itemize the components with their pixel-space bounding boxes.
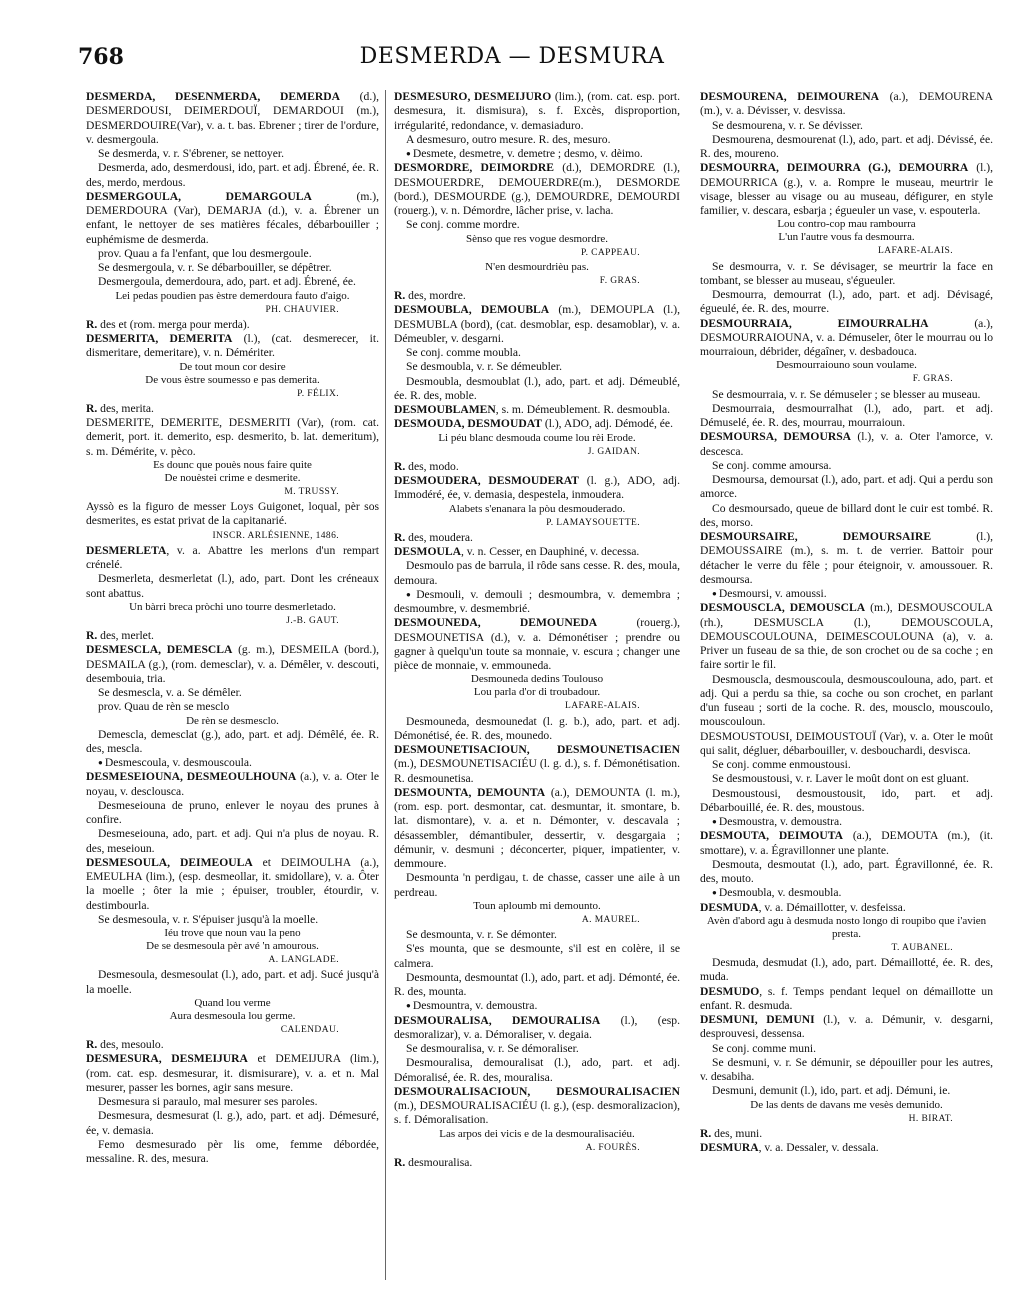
headword: R. xyxy=(86,629,98,642)
dictionary-entry: DESMOUTA, DEIMOUTA (a.), DEMOUTA (m.), (it. smottare), v. a. Égravillonner une plante. xyxy=(700,829,993,857)
entry-subsense: Desmouta, desmoutat (l.), ado, part. Égravillonné, ée. R. des, mouto. xyxy=(700,857,993,885)
entry-subsense: prov. Quau de rèn se mesclo xyxy=(98,700,230,714)
dictionary-entry: DESMERITE, DEMERITE, DESMERITI (Var), (rom. cat. demerit, port. it. demerito, esp. desmerito, b. lat. demeritum), s. m. Démérite, v. pèco. xyxy=(86,416,379,458)
dictionary-entry: DESMURA, v. a. Dessaler, v. dessala. xyxy=(700,1141,879,1154)
cross-reference: ● Desmouli, v. demouli ; desmoumbra, v. demembra ; desmoumbre, v. desmembrié. xyxy=(394,588,680,617)
dictionary-entry: R. des, merlet. xyxy=(86,629,154,642)
dictionary-entry: DESMOURALISACIOUN, DESMOURALISACIEN (m.), DESMOURALISACIÉU (l. g.), (esp. desmoralizacion), s. f. Démoralisation. xyxy=(394,1084,680,1127)
dictionary-entry: Ayssò es la figuro de messer Loys Guigonet, loqual, pèr sos desmerites, es estat privat de la capitanarié. xyxy=(86,500,379,528)
entry-subsense: Desmourra, demourrat (l.), ado, part. et adj. Dévisagé, égueulé, ée. R. des, mourre. xyxy=(700,288,993,316)
entry-subsense: Desmouneda, desmounedat (l. g. b.), ado, part. et adj. Démonétisé, ée. R. des, mounedo. xyxy=(394,714,680,742)
quotation-line: Avèn d'abord agu à desmuda nosto longo di roupibo que i'avien presta. xyxy=(706,914,987,940)
quotation-source: PH. CHAUVIER. xyxy=(265,304,339,315)
entry-subsense: Desmouralisa, demouralisat (l.), ado, part. et adj. Démoralisé, ée. R. des, mouralisa. xyxy=(394,1056,680,1084)
entry-subsense: Se desmoustousi, v. r. Laver le moût dont on est gluant. xyxy=(712,772,969,786)
quotation-source: CALENDAU. xyxy=(280,1024,339,1035)
headword: DESMOUDA, DESMOUDAT xyxy=(394,417,542,431)
dictionary-entry: R. desmouralisa. xyxy=(394,1155,473,1169)
dictionary-entry: DESMOURENA, DEIMOURENA (a.), DEMOURENA (m.), v. a. Dévisser, v. desvissa. xyxy=(700,90,993,118)
dictionary-entry: DESMOUSTOUSI, DEIMOUSTOUÏ (Var), v. a. Oter le moût qui salit, dégluer, débarbouiller, v. desbouchardi, desvisca. xyxy=(700,729,993,757)
quotation-line: Sènso que res vogue desmordre. xyxy=(465,232,609,245)
dictionary-entry: DESMOUDA, DESMOUDAT (l.), ADO, adj. Démodé, ée. xyxy=(394,417,673,431)
dictionary-entry: R. des et (rom. merga pour merda). xyxy=(86,317,250,331)
entry-subsense: Se conj. comme enmoustousi. xyxy=(712,758,851,771)
headword: DESMORDRE, DEIMORDRE xyxy=(394,161,554,175)
headword: R. xyxy=(86,401,98,415)
entry-subsense: Se desmoubla, v. r. Se démeubler. xyxy=(406,360,563,374)
dictionary-entry: DESMOUNETISACIOUN, DESMOUNETISACIEN (m.), DESMOUNETISACIÉU (l. g. d.), s. f. Démonétisation. R. desmounetisa. xyxy=(394,743,680,785)
headword: DESMURA xyxy=(700,1141,759,1154)
cross-reference: ● Desmoubla, v. desmoubla. xyxy=(700,886,993,900)
entry-subsense: Co desmoursado, queue de billard dont le cuir est tombé. R. des, morso. xyxy=(700,501,993,529)
quotation-line: De se desmesoula pèr avé 'n amourous. xyxy=(146,940,319,952)
quotation-line: Un bàrri breca pròchi uno tourre desmerletado. xyxy=(129,600,336,613)
entry-subsense: Desmerleta, desmerletat (l.), ado, part. Dont les créneaux sont abattus. xyxy=(86,572,379,600)
entry-subsense: S'es mounta, que se desmounte, s'il est en colère, il se calmera. xyxy=(394,942,680,970)
dictionary-entry: DESMESOULA, DEIMEOULA et DEIMOULHA (a.), EMEULHA (lim.), (esp. desmeollar, it. smidollare), v. a. Ôter la moelle ; ôter la mie ; épuiser, troubler, étourdir, v. destimbourla. xyxy=(86,855,379,912)
cross-reference: ● Desmoursi, v. amoussi. xyxy=(700,587,993,601)
headword: DESMOULA xyxy=(394,545,461,558)
entry-subsense: Desmeseiouna de pruno, enlever le noyau des prunes à confire. xyxy=(86,798,379,826)
headword: DESMOUSCLA, DEMOUSCLA xyxy=(700,601,866,615)
quotation-source: INSCR. ARLÉSIENNE, 1486. xyxy=(212,530,339,541)
quotation-source: P. CAPPEAU. xyxy=(580,247,640,258)
headword: R. xyxy=(394,459,406,473)
quotation-source: M. TRUSSY. xyxy=(284,486,339,497)
dictionary-entry: DESMESCLA, DEMESCLA (g. m.), DESMEILA (bord.), DESMAILA (g.), (rom. demesclar), v. a. Démêler, v. descouti, desembouia, tria. xyxy=(86,643,379,685)
headword: DESMOURRAIA, EIMOURRALHA xyxy=(700,316,929,330)
entry-subsense: Desmuda, desmudat (l.), ado, part. Démaillotté, ée. R. des, muda. xyxy=(700,956,993,984)
headword: DESMOURSA, DEMOURSA xyxy=(700,430,852,444)
entry-subsense: Se desmourraia, v. r. Se démuseler ; se blesser au museau. xyxy=(712,387,981,401)
column-right xyxy=(700,90,993,1280)
quotation-line: Lou contro-cop mau rambourra xyxy=(777,218,916,231)
headword: DESMUDA xyxy=(700,900,759,914)
dictionary-entry: DESMOUNTA, DEMOUNTA (a.), DEMOUNTA (l. m.), (rom. esp. port. desmontar, cat. desmuntar, it. smontare, b. lat. dismontare), v. a. et n. Démonter, v. descavala ; désassembler, démantibuler, dessertir, v. desgargaia ; démunir, v. desmuni ; déconcerter, piquer, impatienter, v. demmoure. xyxy=(394,785,680,870)
dictionary-entry: DESMESEIOUNA, DESMEOULHOUNA (a.), v. a. Oter le noyau, v. desclousca. xyxy=(86,770,379,798)
headword: DESMOURALISA, DEMOURALISA xyxy=(394,1013,601,1027)
entry-subsense: Se conj. comme muni. xyxy=(712,1041,817,1055)
headword: DESMUNI, DEMUNI xyxy=(700,1013,815,1026)
quotation-line: Iéu trove que noun vau la peno xyxy=(164,927,301,939)
headword: DESMOUDERA, DESMOUDERAT xyxy=(394,474,580,487)
page-number: 768 xyxy=(78,44,124,70)
dictionary-entry: DESMUDO, s. f. Temps pendant lequel on démaillotte un enfant. R. desmuda. xyxy=(700,984,993,1012)
dictionary-entry: R. des, modo. xyxy=(394,459,459,473)
entry-subsense: Se desmouralisa, v. r. Se démoraliser. xyxy=(406,1042,579,1055)
quotation-line: De tout moun cor desire xyxy=(179,360,286,373)
dictionary-entry: DESMOUDERA, DESMOUDERAT (l. g.), ADO, adj. Immodéré, ée, v. demasia, despestela, inmoudera. xyxy=(394,474,680,502)
entry-subsense: Desmoustousi, desmoustousit, ido, part. et adj. Débarbouillé, ée. R. des, moustous. xyxy=(700,786,993,814)
entry-subsense: Desmounta 'n perdigau, t. de chasse, casser une aile à un perdreau. xyxy=(394,871,680,899)
entry-subsense: Se desmounta, v. r. Se démonter. xyxy=(406,928,557,941)
dictionary-entry: DESMERITA, DEMERITA (l.), (cat. desmerecer, it. dismeritare, demeritare), v. n. Démériter. xyxy=(86,332,379,360)
dictionary-entry: DESMESURA, DESMEIJURA et DEMEIJURA (lim.), (rom. cat. esp. desmesurar, it. dismisurare), v. a. et n. Mal mesurer, passer les bornes, agir sans mesure. xyxy=(86,1052,379,1094)
quotation-line: Desmouneda dedins Toulouso xyxy=(470,673,604,686)
headword: DESMOURENA, DEIMOURENA xyxy=(700,90,880,103)
dictionary-entry: DESMOUBLA, DEMOUBLA (m.), DEMOUPLA (l.), DESMUBLA (bord), (cat. desmoblar, esp. desamoblar), v. a. Démeubler, v. desgarni. xyxy=(394,303,680,345)
headword: R. xyxy=(394,530,406,544)
column-left xyxy=(86,90,379,1280)
entry-subsense: A desmesuro, outro mesure. R. des, mesuro. xyxy=(406,132,611,146)
quotation-line: Toun aploumb mi demounto. xyxy=(473,899,601,912)
entry-subsense: Se conj. comme moubla. xyxy=(406,346,521,359)
quotation-line: Lei pedas poudien pas èstre demerdoura fauto d'aigo. xyxy=(115,289,350,302)
headword: DESMOUBLAMEN xyxy=(394,403,496,416)
headword: DESMOUNTA, DEMOUNTA xyxy=(394,785,546,799)
entry-subsense: Se desmuni, v. r. Se démunir, se dépouiller pour les autres, v. desabiha. xyxy=(700,1055,993,1083)
running-head: DESMERDA — DESMURA xyxy=(359,44,665,69)
entry-subsense: Desmourena, desmourenat (l.), ado, part. et adj. Dévissé, ée. R. des, moureno. xyxy=(700,132,993,160)
headword: DESMOUNETISACIOUN, DESMOUNETISACIEN xyxy=(394,743,680,756)
entry-subsense: Se conj. comme mordre. xyxy=(406,218,520,232)
cross-reference: ● Desmoustra, v. demoustra. xyxy=(700,815,993,829)
entry-subsense: Desmoursa, demoursat (l.), ado, part. et adj. Qui a perdu son amorce. xyxy=(700,473,993,501)
dictionary-entry: DESMOUBLAMEN, s. m. Démeublement. R. desmoubla. xyxy=(394,403,670,416)
cross-reference: ● Desmete, desmetre, v. demetre ; desmo, v. dèimo. xyxy=(394,147,680,161)
headword: DESMESURA, DESMEIJURA xyxy=(86,1052,248,1066)
dictionary-entry: DESMESURO, DESMEIJURO (lim.), (rom. cat. esp. port. desmesura, it. dismisura), s. f. Excès, disproportion, irrégularité, redondance, v. demasiaduro. xyxy=(394,90,680,132)
quotation-line: De nouèstei crime e desmerite. xyxy=(164,471,301,484)
headword: DESMUDO xyxy=(700,984,760,998)
entry-subsense: Se desmerda, v. r. S'ébrener, se nettoyer. xyxy=(98,147,284,160)
entry-subsense: Desmesura, desmesurat (l. g.), ado, part. et adj. Démesuré, ée, v. demasia. xyxy=(86,1109,379,1137)
headword: DESMESURO, DESMEIJURO xyxy=(394,90,552,103)
dictionary-entry: DESMOURRA, DEIMOURRA (G.), DEMOURRA (l.), DEMOURRICA (g.), v. a. Rompre le museau, meurtrir le visage, blesser au visage ou au museau, défigurer, en style familier, v. descara, esbarja ; égueuler un vase, v. espouterla. xyxy=(700,161,993,217)
entry-subsense: Se desmourena, v. r. Se dévisser. xyxy=(712,118,863,132)
quotation-source: P. LAMAYSOUETTE. xyxy=(546,517,640,528)
quotation-source: J. GAIDAN. xyxy=(587,446,640,457)
entry-subsense: Se conj. comme amoursa. xyxy=(712,458,832,472)
entry-subsense: Se desmergoula, v. r. Se débarbouiller, se dépêtrer. xyxy=(98,261,332,274)
headword: R. xyxy=(700,1126,712,1140)
quotation-line: De rèn se desmesclo. xyxy=(186,714,279,727)
headword: DESMOURALISACIOUN, DESMOURALISACIEN xyxy=(394,1084,680,1098)
entry-subsense: prov. Quau a fa l'enfant, que lou desmergoule. xyxy=(98,246,312,260)
quotation-source: A. FOURÈS. xyxy=(585,1142,640,1153)
headword: R. xyxy=(86,1038,98,1051)
dictionary-entry: DESMERDA, DESENMERDA, DEMERDA (d.), DESMERDOUSI, DEIMERDOUÏ, DEMARDOUI (m.), DESMERDOUIRE(Var), v. a. t. bas. Ebrener ; tirer de l'ordure, v. desmergoula. xyxy=(86,90,379,146)
entry-subsense: Desmoubla, desmoublat (l.), ado, part. et adj. Démeublé, ée. R. des, moble. xyxy=(394,374,680,402)
headword: DESMESOULA, DEIMEOULA xyxy=(86,855,253,869)
headword: DESMOURSAIRE, DEMOURSAIRE xyxy=(700,530,932,543)
quotation-line: Aura desmesoula lou germe. xyxy=(169,1009,296,1022)
headword: DESMESEIOUNA, DESMEOULHOUNA xyxy=(86,770,297,784)
dictionary-entry: DESMOUSCLA, DEMOUSCLA (m.), DESMOUSCOULA (rh.), DESMUSCLA (l.), DEMOUSCOULA, DEMOUSCOULOUNA, DEIMESCOULOUNA (a), v. a. Priver un fuseau de sa thie, de son crochet ou de sa coche ; en faire sortir le fil. xyxy=(700,601,993,672)
quotation-line: L'un l'autre vous fa desmourra. xyxy=(778,231,915,244)
dictionary-entry: DESMORDRE, DEIMORDRE (d.), DEMORDRE (l.), DESMOUERDRE, DEMOUERDRE(m.), DESMORDE (bord.), DESMOURDE (g.), DEMOURDRE, DEMOURDI (rouerg.), v. n. Démordre, lâcher prise, v. lacha. xyxy=(394,161,680,217)
entry-subsense: Desmeseiouna, ado, part. et adj. Qui n'a plus de noyau. R. des, meseioun. xyxy=(86,827,379,855)
entry-subsense: Desmesura si paraulo, mal mesurer ses paroles. xyxy=(98,1095,318,1108)
quotation-source: A. LANGLADE. xyxy=(268,955,339,965)
entry-subsense: Desmerda, ado, desmerdousi, ido, part. et adj. Ébrené, ée. R. des, merdo, merdous. xyxy=(86,161,379,189)
quotation-line: Las arpos dei vicis e de la desmouralisaciéu. xyxy=(439,1127,635,1140)
headword: DESMOUNEDA, DEMOUNEDA xyxy=(394,616,598,630)
entry-subsense: Desmesoula, desmesoulat (l.), ado, part. et adj. Sucé jusqu'à la moelle. xyxy=(86,968,379,996)
entry-subsense: Se desmescla, v. a. Se démêler. xyxy=(98,686,242,699)
dictionary-entry: DESMERGOULA, DEMARGOULA (m.), DEMERDOURA (Var), DEMARJA (d.), v. a. Ébrener un enfant, le nettoyer de ses matières fécales, débarbouiller ; euphémisme de desmerda. xyxy=(86,189,379,246)
entry-subsense: Desmounta, desmountat (l.), ado, part. et adj. Démonté, ée. R. des, mounta. xyxy=(394,970,680,998)
headword: DESMERDA, DESENMERDA, DEMERDA xyxy=(86,90,340,103)
quotation-line: Desmourraiouno soun voulame. xyxy=(776,359,917,372)
dictionary-entry: DESMOURALISA, DEMOURALISA (l.), (esp. desmoralizar), v. a. Démoraliser, v. degaia. xyxy=(394,1013,680,1041)
headword: DESMERGOULA, DEMARGOULA xyxy=(86,189,312,203)
dictionary-entry: DESMOURSAIRE, DEMOURSAIRE (l.), DEMOUSSAIRE (m.), s. m. t. de verrier. Battoir pour détacher le verre du fêle ; pour éteignoir, v. amoussouer. R. desmoursa. xyxy=(700,530,993,586)
headword: R. xyxy=(394,1155,406,1169)
dictionary-entry: R. des, mesoulo. xyxy=(86,1038,164,1051)
quotation-source: A. MAUREL. xyxy=(581,914,640,925)
headword: DESMOUTA, DEIMOUTA xyxy=(700,829,844,843)
entry-subsense: Desmuni, demunit (l.), ido, part. et adj. Démuni, ie. xyxy=(712,1084,951,1098)
headword: R. xyxy=(394,289,406,302)
quotation-source: F. GRAS. xyxy=(599,275,640,286)
dictionary-entry: DESMUNI, DEMUNI (l.), v. a. Démunir, v. desgarni, desprouvesi, dessensa. xyxy=(700,1013,993,1041)
quotation-line: De vous èstre soumesso e pas demerita. xyxy=(145,373,320,386)
headword: DESMOUBLA, DEMOUBLA xyxy=(394,303,550,317)
quotation-source: H. BIRAT. xyxy=(908,1113,953,1124)
column-middle xyxy=(385,90,680,1280)
headword: R. xyxy=(86,317,98,331)
quotation-source: P. FÉLIX. xyxy=(297,388,339,399)
dictionary-entry: DESMOUNEDA, DEMOUNEDA (rouerg.), DESMOUNETISA (d.), v. a. Démonétiser ; prendre ou gagner à quelqu'un toute sa monnaie, v. escura ; changer une pièce de monnaie, v. emmouneda. xyxy=(394,616,680,672)
entry-subsense: Desmergoula, demerdoura, ado, part. et adj. Ébrené, ée. xyxy=(98,275,356,289)
quotation-line: Li péu blanc desmouda coume lou rèi Erode. xyxy=(438,431,636,444)
headword: DESMERITA, DEMERITA xyxy=(86,332,233,345)
entry-subsense: Desmouscla, desmouscoula, desmouscoulouna, ado, part. et adj. Qui a perdu sa thie, sa coche ou son crochet, en parlant d'un fuseau ; sorti de la coche. R. des, mousclo, mouscoulo, mouscouloun. xyxy=(700,672,993,729)
dictionary-entry: DESMUDA, v. a. Démaillotter, v. desfeissa. xyxy=(700,900,906,914)
headword: DESMERLETA xyxy=(86,543,167,557)
headword: DESMOURRA, DEIMOURRA (G.), DEMOURRA xyxy=(700,161,969,175)
dictionary-entry: R. des, moudera. xyxy=(394,530,473,544)
quotation-line: Alabets s'enanara la pòu desmouderado. xyxy=(448,502,626,515)
cross-reference: ● Desmountra, v. demoustra. xyxy=(394,999,680,1013)
entry-subsense: Desmoulo pas de barrula, il rôde sans cesse. R. des, moula, demoura. xyxy=(394,559,680,587)
headword: DESMESCLA, DEMESCLA xyxy=(86,643,233,657)
entry-subsense: Demescla, demesclat (g.), ado, part. et adj. Démêlé, ée. R. des, mescla. xyxy=(86,727,379,755)
entry-subsense: Se desmesoula, v. r. S'épuiser jusqu'à la moelle. xyxy=(98,912,319,926)
cross-reference: ● Desmescoula, v. desmouscoula. xyxy=(86,756,379,770)
quotation-line: Es dounc que pouès nous faire quite xyxy=(153,458,312,471)
text-columns xyxy=(86,90,1006,1280)
quotation-source: F. GRAS. xyxy=(912,374,953,385)
quotation-line: De las dents de davans me vesès demunido. xyxy=(750,1098,943,1111)
quotation-line: N'en desmourdrièu pas. xyxy=(485,260,589,273)
quotation-source: LAFARE-ALAIS. xyxy=(565,701,640,712)
quotation-line: Lou parla d'or di troubadour. xyxy=(473,686,601,699)
dictionary-entry: DESMERLETA, v. a. Abattre les merlons d'un rempart crénelé. xyxy=(86,543,379,571)
dictionary-entry: R. des, muni. xyxy=(700,1126,763,1140)
entry-subsense: Desmourraia, desmourralhat (l.), ado, part. et adj. Démuselé, ée. R. des, mourrau, mourraioun. xyxy=(700,401,993,429)
dictionary-entry: DESMOURRAIA, EIMOURRALHA (a.), DESMOURRAIOUNA, v. a. Démuseler, ôter le mourrau ou lo mourraioun, débrider, dégaîner, v. desbadouca. xyxy=(700,316,993,358)
quotation-source: J.-B. GAUT. xyxy=(286,615,339,626)
dictionary-entry: DESMOURSA, DEMOURSA (l.), v. a. Oter l'amorce, v. descesca. xyxy=(700,430,993,458)
dictionary-entry: DESMOULA, v. n. Cesser, en Dauphiné, v. decessa. xyxy=(394,545,640,558)
dictionary-entry: R. des, merita. xyxy=(86,401,154,415)
quotation-line: Quand lou verme xyxy=(194,996,271,1009)
entry-subsense: Se desmourra, v. r. Se dévisager, se meurtrir la face en tombant, se blesser au museau, s'égueuler. xyxy=(700,259,993,287)
dictionary-entry: R. des, mordre. xyxy=(394,289,466,302)
quotation-source: T. AUBANEL. xyxy=(891,942,953,953)
entry-subsense: Femo desmesurado pèr lis ome, femme débordée, messaline. R. des, mesura. xyxy=(86,1137,379,1165)
quotation-source: LAFARE-ALAIS. xyxy=(878,246,953,257)
